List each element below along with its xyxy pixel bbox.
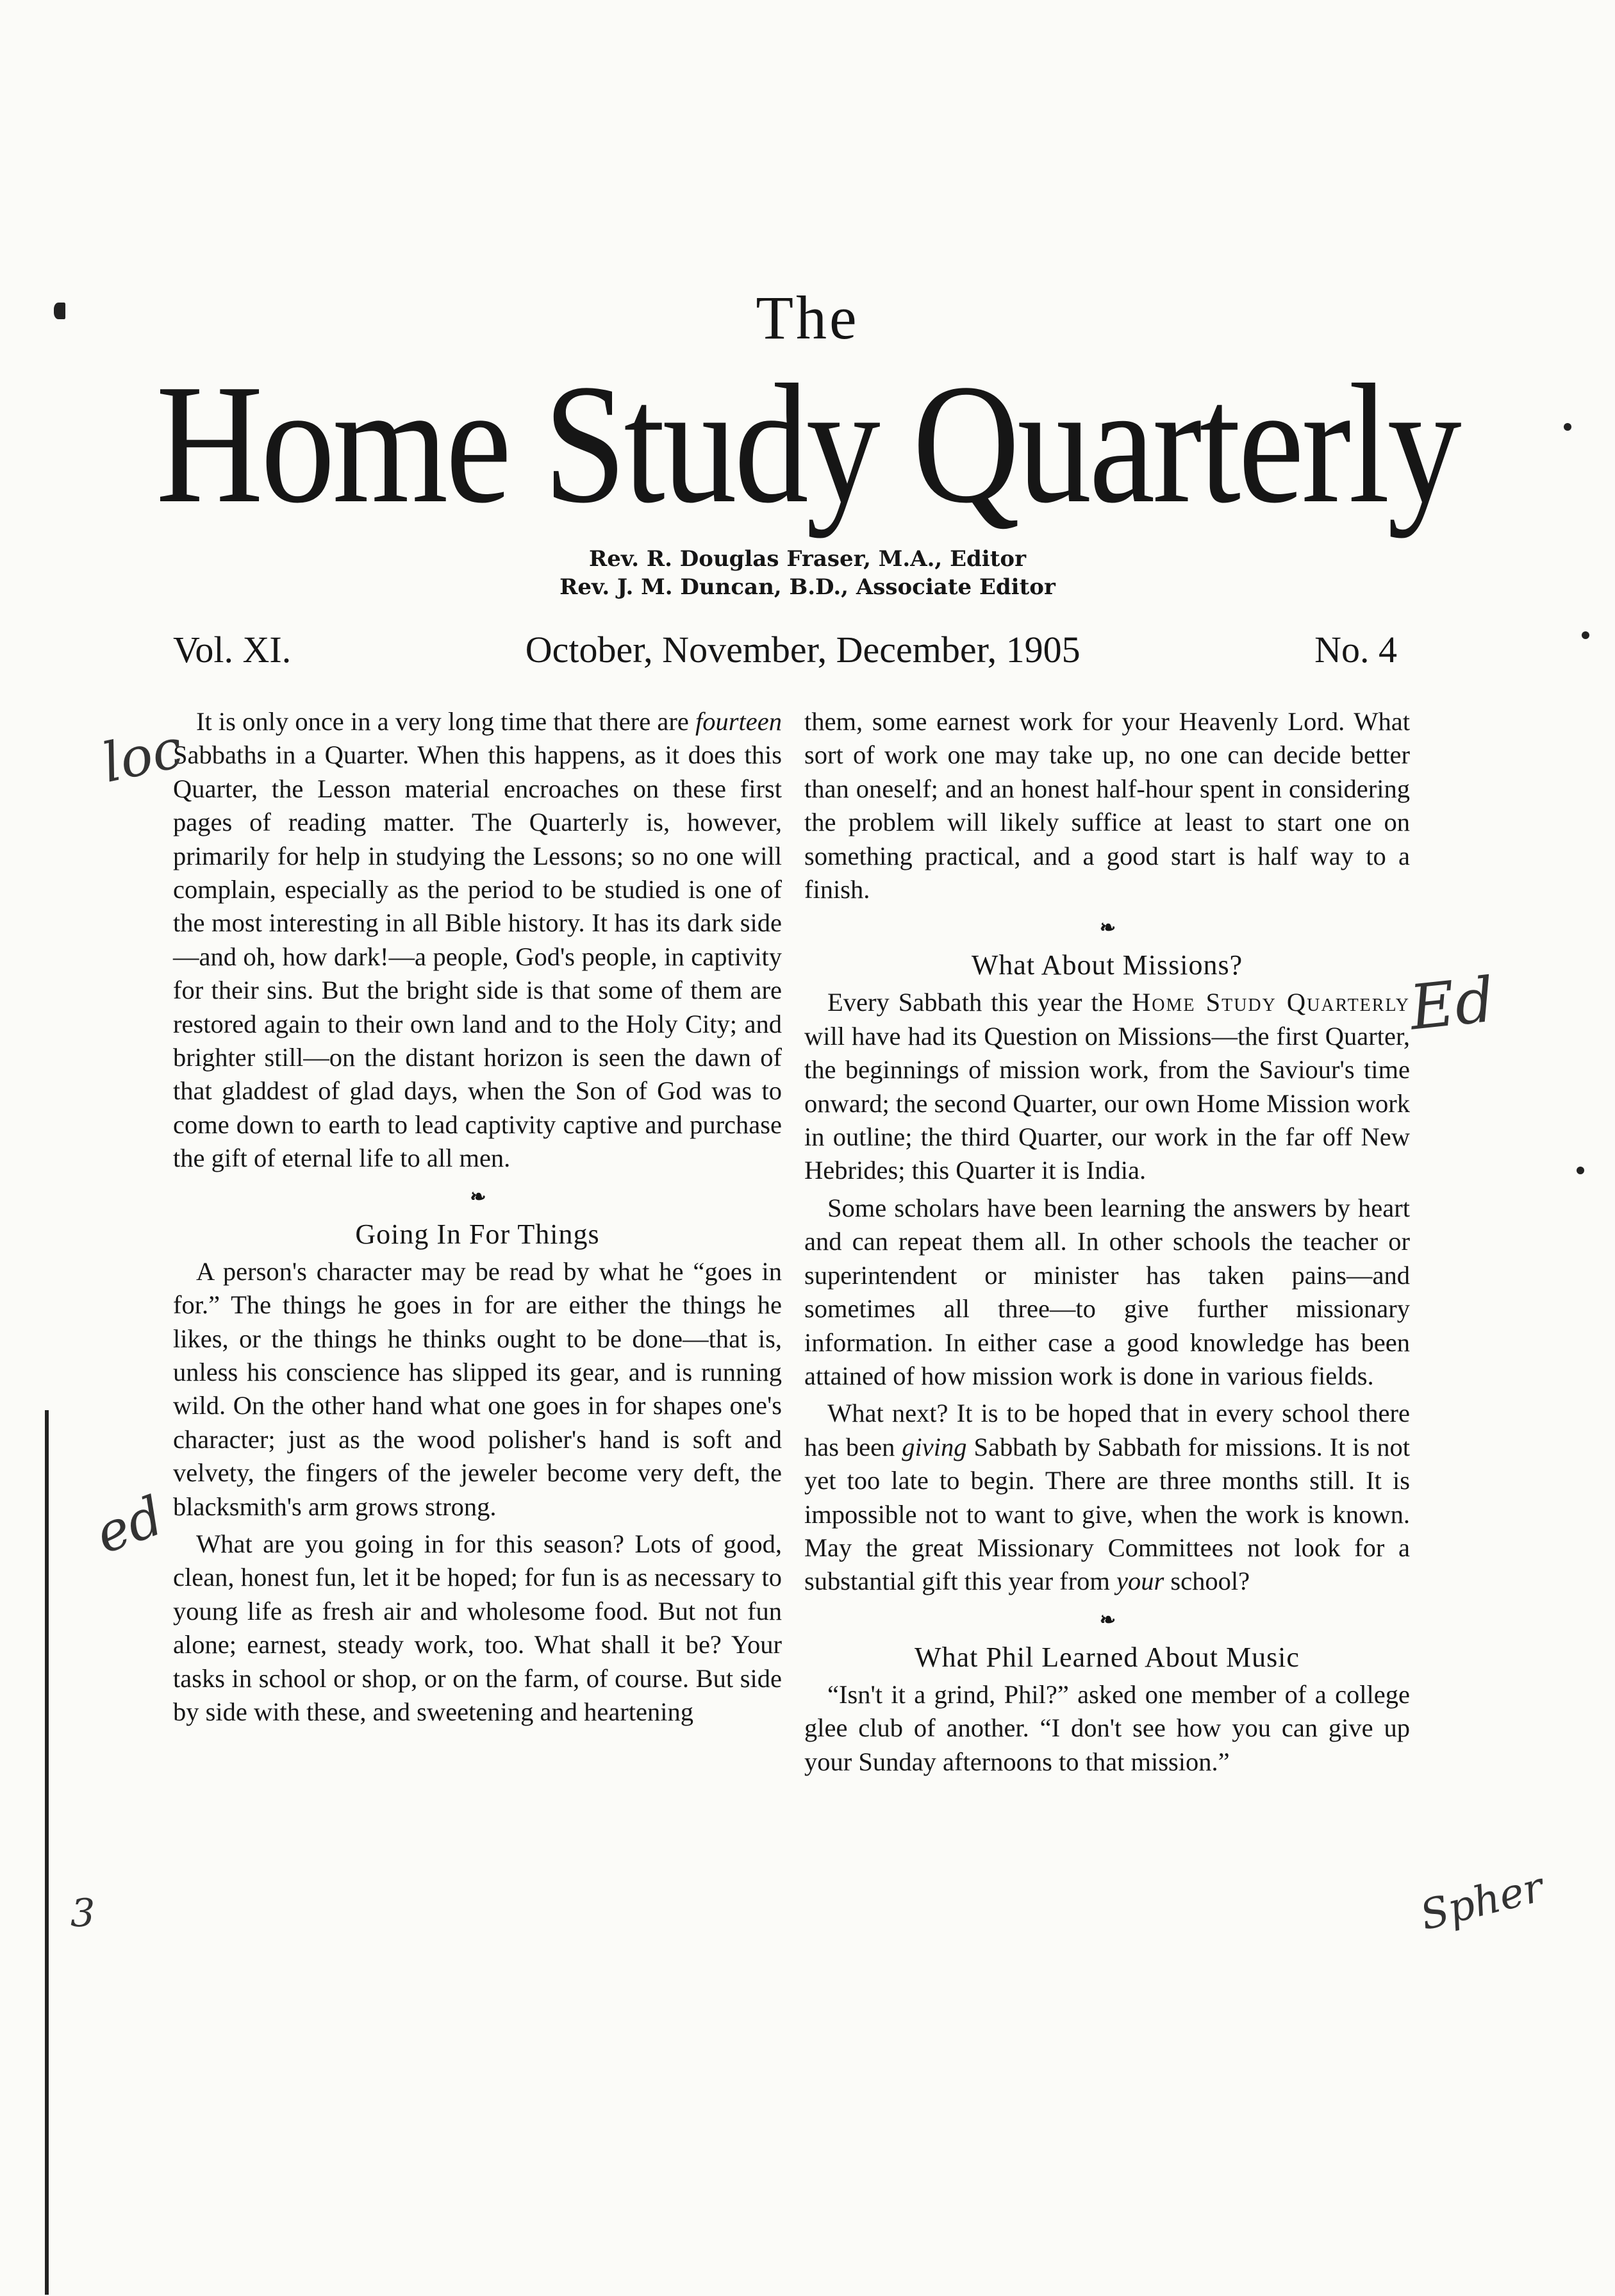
right-column — [804, 705, 1410, 1783]
missions-heading: What About Missions? — [971, 949, 1243, 981]
issue-line — [173, 628, 1397, 671]
going-paragraph-1: A person's character may be read by what he “goes in for.” The things he goes in for are either the things he likes, or the things he thinks ought to be done—that is, unless his conscience has slipped its gear, and is running wild. On the other hand what one goes in for shapes one's character; just as the wood polisher's hand is soft and velvety, the fingers of the jeweler become very deft, the blacksmith's arm grows strong. — [173, 1256, 782, 1521]
handwritten-note: 3 — [70, 1891, 95, 1936]
volume: Vol. XI. — [173, 629, 292, 670]
missions-paragraph-3 — [804, 1397, 1410, 1598]
going-paragraph-2: What are you going in for this season? Lots of good, clean, honest fun, let it be hoped; for fun is as necessary to young life as fresh air and wholesome food. But not fun alone; earnest, steady work, too. What shall it be? Your tasks in school or shop, or on the farm, of course. But side by side with these, and sweetening and heartening — [173, 1529, 782, 1726]
masthead-the: The — [756, 283, 859, 352]
section-separator: ❧ — [1099, 917, 1115, 939]
missions-paragraph-2: Some scholars have been learning the answers by heart and can repeat them all. In other schools the teacher or superintendent or minister has taken pains—and sometimes all three—to give further missionary information. In either case a good knowledge has been attained of how mission work is done in various fields. — [804, 1193, 1410, 1390]
intro-text-a: It is only once in a very long time that there are — [196, 707, 689, 736]
intro-emphasis: fourteen — [695, 707, 783, 736]
editors-block — [0, 545, 1615, 601]
missions-emphasis-your: your — [1116, 1567, 1164, 1596]
editor-line: Rev. R. Douglas Fraser, M.A., Editor — [588, 546, 1027, 572]
phil-paragraph-1: “Isn't it a grind, Phil?” asked one member of a college glee club of another. “I don't see how you can give up your Sunday afternoons to that mission.” — [804, 1679, 1410, 1776]
section-separator: ❧ — [470, 1186, 485, 1208]
handwritten-note: Spher — [1415, 1863, 1548, 1940]
continued-paragraph: them, some earnest work for your Heavenly Lord. What sort of work one may take up, no one can decide better than oneself; and an honest half-hour spent in considering the problem will likely suffice at least to start one on something practical, and a good start is half way to a finish. — [804, 707, 1410, 904]
issue-number: No. 4 — [1314, 629, 1397, 670]
left-column — [173, 705, 782, 1733]
missions-text-e: school? — [1170, 1567, 1250, 1596]
intro-text-b: Sabbaths in a Quarter. When this happens, as it does this Quarter, the Lesson material encroaches on these first pages of reading matter. The Quarterly is, however, primarily for help in studying the Lessons; so no one will complain, especially as the period to be studied is one of the most interesting in all Bible history. It has its dark side—and oh, how dark!—a people, God's people, in captivity for their sins. But the bright side is that some of them are restored again to their own land and to the Holy City; and brighter still—on the distant horizon is seen the dawn of that gladdest of glad days, when the Son of God was to come down to earth to lead captivity captive and purchase the gift of eternal life to all men. — [173, 740, 782, 1173]
missions-quarterly-name: Home Study Quarterly — [1132, 988, 1410, 1017]
speck — [1577, 1167, 1584, 1174]
going-in-heading: Going In For Things — [355, 1218, 600, 1250]
handwritten-note: ed — [87, 1484, 172, 1566]
section-separator: ❧ — [1099, 1609, 1115, 1631]
missions-paragraph-1 — [804, 986, 1410, 1187]
handwritten-note: Ed — [1406, 963, 1498, 1044]
missions-text-c: What next? It is to be hoped that in every school there has been — [804, 1399, 1410, 1461]
missions-text-d: Sabbath by Sabbath for missions. It is not yet too late to begin. There are three months still. It is impossible not to want to give, when the work is known. May the great Missionary Committees not look for a substantial gift this year from — [804, 1432, 1410, 1596]
issue-date: October, November, December, 1905 — [525, 629, 1081, 670]
masthead-title: Home Study Quarterly — [156, 349, 1459, 539]
missions-emphasis-giving: giving — [902, 1432, 967, 1461]
missions-text-a: Every Sabbath this year the — [827, 988, 1123, 1017]
intro-paragraph — [173, 705, 782, 1176]
phil-heading: What Phil Learned About Music — [915, 1641, 1300, 1673]
missions-text-b: will have had its Question on Missions—the first Quarter, the beginnings of mission work, from the Saviour's time onward; the second Quarter, our own Home Mission work in outline; the third Quarter, our work in the far off New Hebrides; this Quarter it is India. — [804, 1021, 1410, 1185]
binding-rule — [45, 1410, 49, 2295]
speck — [1582, 631, 1589, 639]
associate-editor-line: Rev. J. M. Duncan, B.D., Associate Editor — [559, 574, 1056, 600]
handwritten-note: loc — [97, 717, 188, 795]
